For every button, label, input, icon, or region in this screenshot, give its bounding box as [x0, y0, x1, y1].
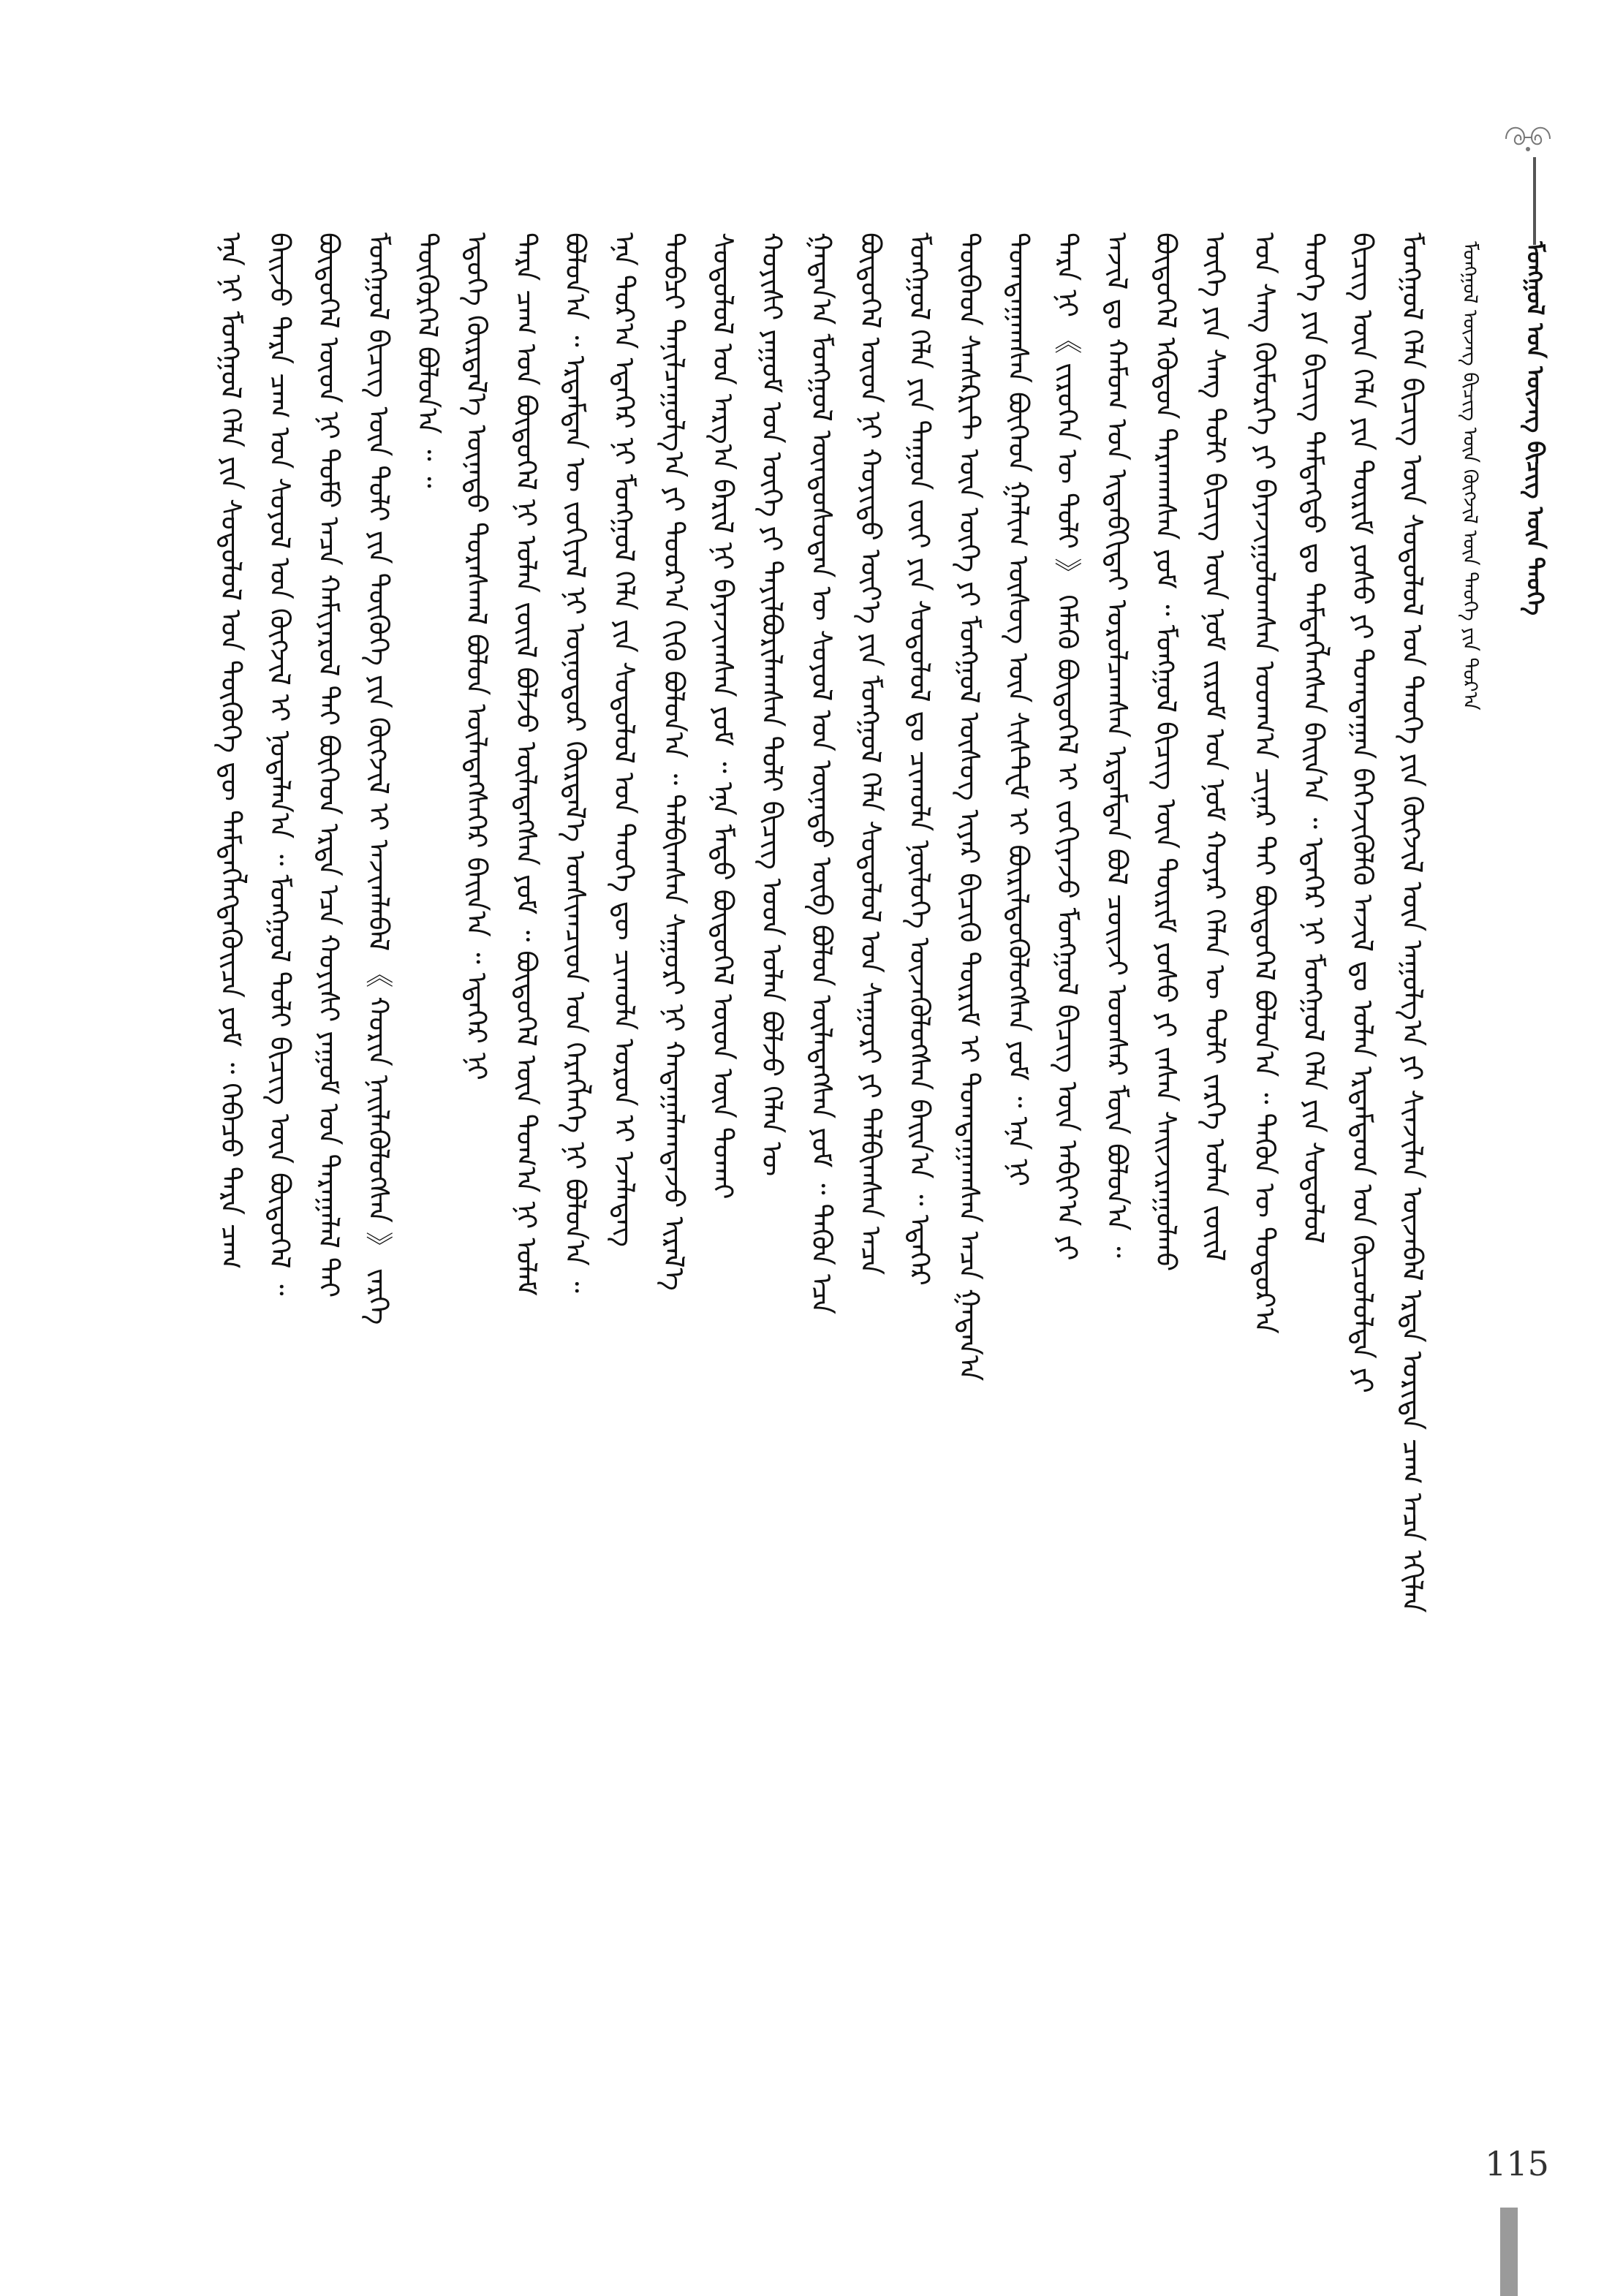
running-head: ᠮᠣᠩᠭᠣᠯ ᠤᠨ ᠦᠵᠡᠭ ᠪᠢᠴᠢᠭ ᠦᠨ ᠲᠡᠦᠬᠡ	[1521, 241, 1549, 616]
header-ornament-icon	[1491, 117, 1565, 161]
text-line: ᠪᠦᠲᠦᠭᠡᠯ ᠦᠳ ᠨᠢ ᠲᠣᠮᠣ ᠠᠴᠠ ᠬᠠᠮᠢᠶᠠᠷᠤᠯ ᠲᠠᠢ ᠪᠥᠭᠡᠳ ᠡᠷᠲᠡ ᠡᠴᠡ ᠬᠣᠶᠢᠰᠢ ᠶᠠᠭᠤᠮ ᠤᠨ ᠳᠠᠷᠠᠭᠠᠯᠠᠯ ᠲᠠᠢ	[313, 232, 345, 1298]
text-line: ᠲᠡᠷᠡ ᠨᠢ 《 ᠵᠢᠷᠦᠬᠡᠨ ᠦ ᠲᠣᠯᠢ 》 ᠬᠡᠮᠡᠬᠦ ᠪᠦᠲᠦᠭᠡᠯ ᠢ ᠵᠣᠬᠢᠶᠠᠵᠤ ᠮᠣᠩᠭᠣᠯ ᠪᠢᠴᠢᠭ ᠦᠨ ᠠᠪᠢᠶ᠎ᠠ ᠶᠢ	[1051, 232, 1083, 1261]
text-line: ᠲᠡᠦᠬᠡ ᠶᠢᠨ ᠪᠢᠴᠢᠭ ᠲᠡᠮᠳᠡᠭᠲᠦ ᠳᠤ ᠲᠡᠮᠳᠡᠭᠯᠡᠭᠰᠡᠨ ᠪᠠᠢᠨ᠎ᠠ ᠃ ᠡᠳᠡᠭᠡᠷ ᠨᠢ ᠮᠣᠩᠭᠣᠯ ᠬᠡᠯᠡ ᠶᠢᠨ ᠰᠤᠳᠤᠯᠤᠯ	[1298, 232, 1330, 1244]
text-line: ᠰᠤᠳᠤᠯᠤᠯ ᠤᠨ ᠠᠷᠭ᠎ᠠ ᠪᠠᠷᠢᠯ ᠨᠢ ᠪᠠᠶᠠᠵᠢᠭᠰᠠᠨ ᠶᠤᠮ ᠃ ᠡᠨᠡ ᠮᠡᠲᠦ ᠪᠦᠲᠦᠭᠡᠯ ᠦᠳ ᠦᠨ ᠲᠤᠬᠠᠢ	[707, 232, 739, 1200]
text-line: ᠠᠵᠢᠯ ᠳᠤ ᠬᠠᠮᠤᠭ ᠤᠨ ᠢᠳᠡᠪᠬᠢᠲᠡᠢ ᠣᠷᠣᠯᠴᠠᠭᠰᠠᠨ ᠡᠷᠳᠡᠮᠲᠡᠨ ᠪᠣᠯ ᠴᠣᠢᠵᠢ ᠣᠳᠰᠡᠷ ᠮᠥᠨ ᠪᠣᠯᠣᠨ᠎ᠠ ᠃	[1101, 232, 1133, 1258]
text-line: ᠪᠠᠢᠵᠤ ᠲᠡᠷᠡ ᠴᠠᠭ ᠤᠨ ᠰᠣᠶᠣᠯ ᠤᠨ ᠬᠥᠭᠵᠢᠯ ᠢ ᠨᠣᠲᠠᠯᠠᠨ᠎ᠠ ᠃ ᠮᠣᠩᠭᠣᠯ ᠲᠣᠯᠢ ᠪᠢᠴᠢᠭ ᠦᠨ ᠪᠦᠲᠦᠭᠡᠯ ᠃	[264, 232, 296, 1296]
text-line: ᠮᠣᠩᠭᠣᠯ ᠬᠡᠯᠡ ᠪᠢᠴᠢᠭ ᠦᠨ ᠰᠤᠳᠤᠯᠤᠯ ᠤᠨ ᠲᠡᠦᠬᠡ ᠶᠢᠨ ᠬᠥᠭᠵᠢᠯ ᠦᠨ ᠠᠭᠤᠯᠭ᠎ᠠ ᠶᠢ ᠰᠢᠨᠵᠢᠯᠡᠨ ᠦᠵᠡᠪᠡᠯ ᠡᠷᠲᠡ ᠤᠷᠢᠳᠠ ᠴᠠᠭ ᠠᠴᠠ ᠡᠬᠢᠯᠡᠨ	[1396, 232, 1429, 1613]
text-line: ᠤᠨ ᠰᠠᠩ ᠬᠥᠮᠥᠷᠭᠡ ᠶᠢ ᠪᠠᠶᠠᠵᠢᠭᠤᠯᠤᠭᠰᠠᠨ ᠤᠳᠬ᠎ᠠ ᠴᠢᠨᠠᠷ ᠲᠠᠢ ᠪᠦᠲᠦᠭᠡᠯ ᠪᠣᠯᠤᠨ᠎ᠠ ᠃ ᠲᠡᠭᠦᠨ ᠦ ᠳᠣᠲᠣᠷ᠎ᠠ	[1249, 232, 1281, 1334]
text-line: ᠪᠢᠴᠢᠭ ᠦᠨ ᠬᠡᠯᠡ ᠶᠢᠨ ᠳᠦᠷᠢᠮ ᠶᠣᠰᠤ ᠶᠢ ᠲᠣᠭᠲᠠᠭᠠᠨ ᠪᠡᠬᠡᠵᠢᠭᠦᠯᠬᠦ ᠠᠵᠢᠯ ᠳᠤ ᠣᠯᠠᠨ ᠡᠷᠳᠡᠮᠲᠡᠳ ᠤᠨ ᠬᠦᠴᠦᠯᠦᠯᠲᠡ ᠶᠢ	[1347, 232, 1379, 1393]
text-line: ᠳᠦᠭᠦᠷᠭᠡᠯ ᠪᠣᠯᠤᠨ᠎ᠠ ᠃ ᠃	[412, 232, 444, 488]
text-line	[158, 232, 205, 2104]
text-line: ᠡᠨᠡ ᠨᠢ ᠮᠣᠩᠭᠣᠯ ᠬᠡᠯᠡ ᠶᠢᠨ ᠰᠤᠳᠤᠯᠤᠯ ᠤᠨ ᠲᠦᠭᠦᠬᠡ ᠳᠦ ᠲᠡᠮᠳᠡᠭᠯᠡᠭᠳᠡᠬᠦᠢᠴᠡ ᠶᠤᠮ ᠃ ᠭᠡᠪᠡᠴᠦ ᠲᠡᠷᠡ ᠴᠠᠭ	[215, 232, 247, 1270]
text-line: ᠡᠳᠦᠭᠡ ᠬᠦᠷᠲᠡᠯ᠎ᠡ ᠦᠨᠡᠲᠦ ᠳᠤᠷᠠᠰᠬᠠᠯ ᠪᠣᠯᠤᠨ ᠦᠯᠡᠳᠡᠭᠰᠡᠭᠡᠷ ᠪᠠᠢᠨ᠎ᠠ ᠃ ᠡᠳᠡᠭᠡᠷ ᠨᠢ	[461, 232, 493, 1080]
page-number: 115	[1485, 2144, 1549, 2183]
text-line: ᠦᠭᠡ ᠶᠢᠨ ᠰᠠᠩ ᠲᠣᠯᠢ ᠪᠢᠴᠢᠭ ᠦᠨ ᠨᠣᠮ ᠵᠢᠷᠤᠮ ᠤᠨ ᠨᠣᠮ ᠬᠣᠶᠠᠷ ᠬᠡᠯᠡᠨ ᠦ ᠲᠣᠯᠢ ᠵᠡᠷᠭᠡ ᠣᠯᠠᠨ ᠵᠦᠢᠯ	[1199, 232, 1231, 1262]
text-line: ᠮᠣᠩᠭᠣᠯ ᠬᠡᠯᠡ ᠶᠢᠨ ᠳᠠᠭᠤᠨ ᠵᠦᠢ ᠶᠢᠨ ᠰᠤᠳᠤᠯᠤᠯ ᠳᠤ ᠴᠢᠬᠤᠯᠠ ᠨᠥᠯᠦᠭᠡ ᠦᠵᠡᠭᠦᠯᠦᠭᠰᠡᠨ ᠪᠠᠢᠨ᠎ᠠ ᠃ ᠡᠳᠡᠭᠡᠷ	[904, 232, 936, 1286]
body-text	[215, 232, 1429, 2104]
text-line: ᠲᠡᠷᠡ ᠴᠠᠭ ᠤᠨ ᠪᠦᠲᠦᠭᠡᠯ ᠨᠢ ᠣᠯᠠᠨ ᠵᠦᠢᠯ ᠪᠣᠯᠵᠤ ᠦᠯᠡᠳᠡᠭᠰᠡᠨ ᠶᠤᠮ ᠃ ᠪᠦᠲᠦᠭᠡᠯ ᠦᠨ ᠲᠣᠭ᠎ᠠ ᠨᠢ ᠤᠯᠠᠮ	[510, 232, 542, 1296]
text-line: ᠲᠣᠭᠲᠠᠭᠠᠭᠰᠠᠨ ᠪᠥᠭᠡᠳ ᠭᠠᠯᠢᠭ ᠦᠰᠦᠭ ᠦᠨ ᠰᠢᠰᠲ᠋ᠧᠮ ᠢ ᠪᠦᠷᠢᠯᠳᠦᠭᠦᠯᠦᠭᠰᠡᠨ ᠶᠤᠮ ᠃ ᠡᠨᠡ ᠨᠢ	[1002, 232, 1034, 1187]
chapter-title: ᠮᠣᠩᠭᠣᠯ ᠦᠵᠡᠭ ᠪᠢᠴᠢᠭ ᠦᠨ ᠬᠥᠭᠵᠢᠯ ᠦᠨ ᠲᠡᠦᠬᠡ ᠶᠢᠨ ᠳᠤᠷ᠎ᠠ	[1459, 241, 1481, 711]
text-line: ᠮᠣᠩᠭᠣᠯ ᠪᠢᠴᠢᠭ ᠦᠨ ᠲᠣᠯᠢ ᠶᠢᠨ ᠲᠦᠭᠦᠬᠡ ᠶᠢᠨ ᠬᠥᠭᠵᠢᠯ ᠢ ᠠᠵᠢᠭᠯᠠᠪᠠᠯ 《 ᠬᠣᠷᠢᠨ ᠨᠡᠢᠯᠡᠭᠦᠯᠦᠭᠰᠡᠨ 》 ᠵᠡᠷᠭᠡ	[363, 232, 395, 1325]
text-line: ᠪᠣᠯᠤᠨ᠎ᠠ ᠃ ᠡᠷᠳᠡᠮᠲᠡᠨ ᠦ ᠵᠣᠬᠢᠶᠠᠯ ᠨᠢ ᠥᠨᠥᠳᠥᠷ ᠬᠦᠷᠲᠡᠯ᠎ᠡ ᠤᠨᠱᠢᠭᠴᠢᠳ ᠤᠨ ᠬᠡᠷᠡᠭᠯᠡᠭᠡ ᠨᠢ ᠪᠣᠯᠤᠨ᠎ᠠ ᠃	[559, 232, 591, 1293]
text-line: ᠪᠦᠲᠦᠭᠡᠯ ᠡᠭᠦᠳᠦᠨ ᠲᠠᠷᠬᠠᠭᠰᠠᠨ ᠶᠤᠮ ᠃ ᠮᠣᠩᠭᠣᠯ ᠪᠢᠴᠢᠭ ᠦᠨ ᠳᠦᠷᠢᠮ ᠶᠣᠰᠤ ᠶᠢ ᠵᠠᠰᠠᠨ ᠰᠠᠢᠵᠢᠷᠠᠭᠤᠯᠬᠤ	[1150, 232, 1182, 1272]
text-line: ᠪᠦᠲᠦᠭᠡᠯ ᠦᠳ ᠨᠢ ᠬᠣᠶᠢᠲᠤ ᠦᠶ᠎ᠡ ᠶᠢᠨ ᠮᠣᠩᠭᠣᠯ ᠬᠡᠯᠡ ᠰᠤᠳᠤᠯᠤᠯ ᠤᠨ ᠰᠠᠭᠤᠷᠢ ᠶᠢ ᠲᠠᠯᠪᠢᠭᠰᠠᠨ ᠠᠴᠠ	[855, 232, 887, 1276]
text-line: ᠲᠣᠪᠴᠢ ᠲᠠᠨᠢᠯᠴᠠᠭᠤᠯᠭ᠎ᠠ ᠶᠢ ᠳᠣᠣᠷ᠎ᠠ ᠬᠢᠬᠦ ᠪᠣᠯᠤᠨ᠎ᠠ ᠃ ᠲᠠᠯᠪᠢᠭᠰᠠᠨ ᠰᠠᠭᠤᠷᠢ ᠨᠢ ᠬᠠᠳᠠᠭᠠᠯᠠᠭᠳᠠᠵᠤ ᠢᠷᠡᠯ᠎ᠡ	[658, 232, 690, 1291]
text-line: ᠭᠠᠳᠠᠨ᠎ᠠ ᠮᠣᠩᠭᠣᠯ ᠦᠨᠳᠦᠰᠦᠲᠡᠨ ᠦ ᠰᠣᠶᠣᠯ ᠤᠨ ᠦᠨᠡᠲᠦ ᠥᠪ ᠪᠣᠯᠤᠨ ᠦᠯᠡᠳᠡᠭᠰᠡᠨ ᠶᠤᠮ ᠃ ᠲᠡᠭᠦᠨ ᠡᠴᠡ	[806, 232, 838, 1315]
header-rule	[1533, 157, 1536, 245]
text-line: ᠬᠣᠶᠢᠰᠢ ᠶᠠᠭᠤᠮ ᠤᠨ ᠦᠭᠡ ᠶᠢ ᠲᠠᠶᠢᠯᠪᠤᠷᠢᠯᠠᠭᠰᠠᠨ ᠲᠣᠯᠢ ᠪᠢᠴᠢᠭ ᠤᠳ ᠣᠯᠠᠨ ᠪᠣᠯᠵᠤ ᠬᠡᠯᠡᠨ ᠦ	[756, 232, 788, 1177]
page-edge-tab	[1500, 2208, 1518, 2296]
text-line: ᠡᠨᠡ ᠳᠣᠷ᠎ᠠ ᠡᠳᠡᠭᠡᠷ ᠨᠢ ᠮᠣᠩᠭᠣᠯ ᠬᠡᠯᠡ ᠶᠢᠨ ᠰᠤᠳᠤᠯᠤᠯ ᠤᠨ ᠲᠡᠦᠬᠡ ᠳᠦ ᠴᠢᠬᠤᠯᠠ ᠣᠷᠣᠨ ᠢ ᠡᠵᠡᠯᠡᠳᠡᠭ	[608, 232, 640, 1247]
text-line: ᠲᠥᠪᠡᠳ ᠰᠠᠨᠰᠺᠷᠢᠲ ᠦᠨ ᠦᠭᠡ ᠶᠢ ᠮᠣᠩᠭᠣᠯ ᠦᠰᠦᠭ ᠢᠶᠡᠷ ᠪᠢᠴᠢᠬᠦ ᠳᠦᠷᠢᠮ ᠢ ᠲᠣᠭᠲᠠᠭᠠᠭᠰᠠᠨ ᠠᠴᠠ ᠭᠠᠳᠠᠨ᠎ᠠ	[953, 232, 985, 1382]
